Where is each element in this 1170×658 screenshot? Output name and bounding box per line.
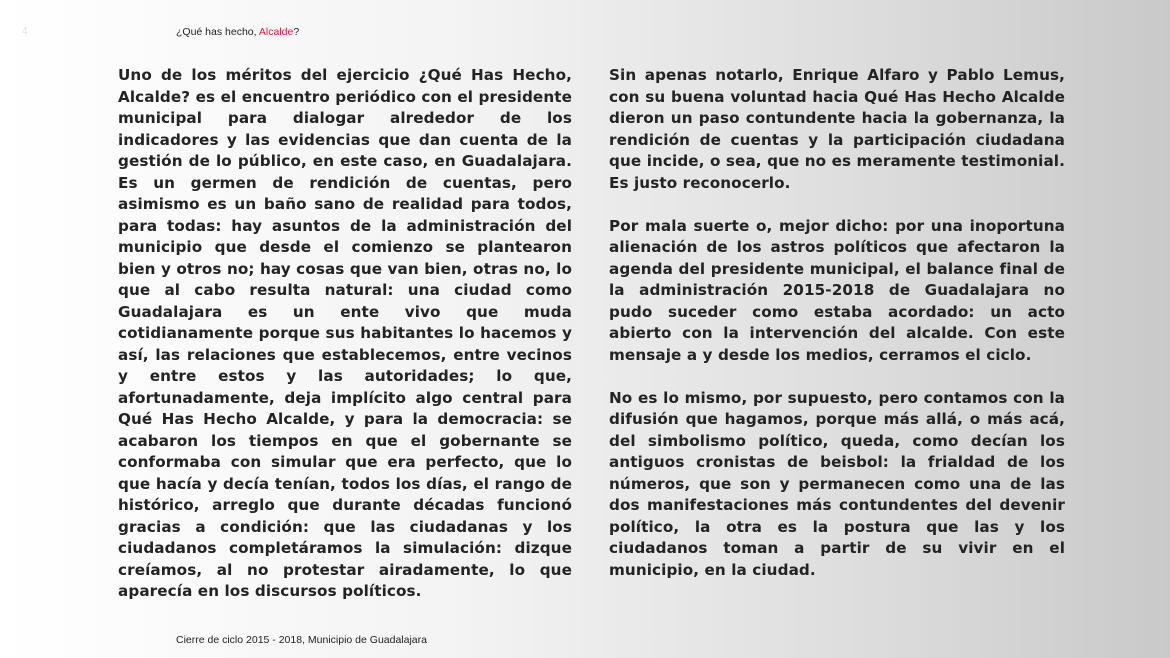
header-prefix: ¿Qué has hecho, (176, 26, 259, 38)
right-column (609, 65, 1065, 603)
left-column (118, 65, 572, 624)
page-number: 4 (22, 26, 28, 37)
body-paragraph: Uno de los méritos del ejercicio ¿Qué Has Hecho, Alcalde? es el encuentro periódico con el presidente municipal para dialogar alrededor de los indicadores y las evidencias que dan cuenta de la gestión de lo público, en este caso, en Guadalajara. Es un germen de rendición de cuentas, pero asimismo es un baño sano de realidad para todos, para todas: hay asuntos de la administración del municipio que desde el comienzo se plantearon bien y otros no; hay cosas que van bien, otras no, lo que al cabo resulta natural: una ciudad como Guadalajara es un ente vivo que muda cotidianamente porque sus habitantes lo hacemos y así, las relaciones que establecemos, entre vecinos y entre estos y las autoridades; lo que, afortunadamente, deja implícito algo central para Qué Has Hecho Alcalde, y para la democracia: se acabaron los tiempos en que el gobernante se conformaba con simular que era perfecto, que lo que hacía y decía tenían, todos los días, el rango de histórico, arreglo que durante décadas funcionó gracias a condición: que las ciudadanas y los ciudadanos completáramos la simulación: dizque creíamos, al no protestar airadamente, lo que aparecía en los discursos políticos. (118, 66, 572, 600)
header-accent: Alcalde (258, 26, 294, 38)
header-suffix: ? (293, 26, 300, 38)
running-header (176, 26, 299, 38)
running-footer: Cierre de ciclo 2015 - 2018, Municipio de Guadalajara (176, 634, 427, 646)
body-paragraph: No es lo mismo, por supuesto, pero contamos con la difusión que hagamos, porque más allá, o más acá, del simbolismo político, queda, como decían los antiguos cronistas de beisbol: la frialdad de los números, que son y permanecen como una de las dos manifestaciones más contundentes del devenir político, la otra es la postura que las y los ciudadanos toman a partir de su vivir en el municipio, en la ciudad. (609, 388, 1065, 579)
body-paragraph: Por mala suerte o, mejor dicho: por una inoportuna alienación de los astros políticos que afectaron la agenda del presidente municipal, el balance final de la administración 2015-2018 de Guadalajara no pudo suceder como estaba acordado: un acto abierto con la intervención del alcalde. Con este mensaje a y desde los medios, cerramos el ciclo. (609, 216, 1065, 364)
body-paragraph: Sin apenas notarlo, Enrique Alfaro y Pablo Lemus, con su buena voluntad hacia Qué Has Hecho Alcalde dieron un paso contundente hacia la gobernanza, la rendición de cuentas y la participación ciudadana que incide, o sea, que no es meramente testimonial. Es justo reconocerlo. (609, 66, 1065, 192)
